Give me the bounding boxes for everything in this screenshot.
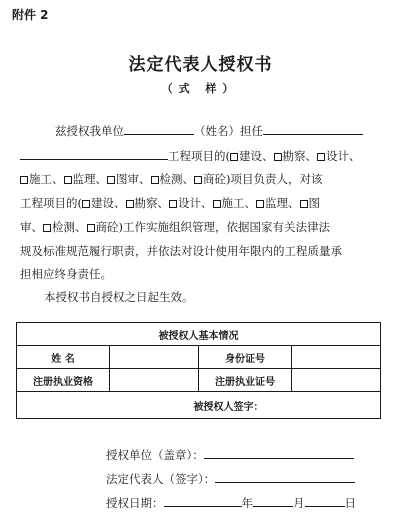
label-review: 图审、: [116, 172, 151, 186]
sig-unit-blank[interactable]: [204, 446, 354, 459]
checkbox-build-2[interactable]: [213, 200, 221, 208]
checkbox-construction-2[interactable]: [82, 200, 90, 208]
body-line-1: [55, 122, 363, 139]
body-line-2: [20, 147, 361, 164]
blank-role[interactable]: [263, 122, 363, 135]
text-name-role: （姓名）担任: [194, 124, 263, 138]
sig-year-label: 年: [241, 496, 253, 510]
label-build-2: 施工、: [221, 196, 256, 210]
label-construction: 建设、: [239, 149, 274, 163]
checkbox-concrete-2[interactable]: [87, 224, 95, 232]
sig-unit-label: 授权单位（盖章）：: [106, 448, 204, 462]
label-design: 设计、: [326, 149, 361, 163]
sig-rep-label: 法定代表人（签字）：: [106, 472, 216, 486]
sig-unit-line: [106, 446, 354, 463]
qualification-label: 注册执业资格: [17, 369, 110, 392]
text-project-2: 工程项目的(: [20, 196, 82, 210]
qualification-value-cell[interactable]: [110, 369, 199, 392]
cert-label: 注册执业证号: [199, 369, 292, 392]
sig-rep-blank[interactable]: [215, 470, 355, 483]
annex-label: 附件 2: [12, 8, 49, 22]
body-line-7: 担相应终身责任。: [20, 267, 112, 281]
checkbox-design[interactable]: [317, 153, 325, 161]
text-authorize: 兹授权我单位: [55, 124, 124, 138]
blank-project-name[interactable]: [20, 147, 168, 160]
label-build: 施工、: [29, 172, 64, 186]
sig-date-label: 授权日期：: [106, 496, 164, 510]
label-concrete-2: 商砼)工作实施组织管理，依据国家有关法律法: [95, 220, 330, 234]
label-design-2: 设计、: [178, 196, 213, 210]
checkbox-review[interactable]: [107, 176, 115, 184]
checkbox-test-2[interactable]: [43, 224, 51, 232]
label-construction-2: 建设、: [91, 196, 126, 210]
checkbox-test[interactable]: [151, 176, 159, 184]
label-survey: 勘察、: [282, 149, 317, 163]
label-concrete: 商砼)项目负责人，对该: [203, 172, 323, 186]
label-supervise-2: 监理、: [265, 196, 300, 210]
name-value-cell[interactable]: [110, 346, 199, 369]
signature-label: 被授权人签字：: [193, 401, 264, 413]
checkbox-design-2[interactable]: [169, 200, 177, 208]
label-review-2a: 图: [308, 196, 320, 210]
checkbox-concrete[interactable]: [194, 176, 202, 184]
checkbox-review-2[interactable]: [300, 200, 308, 208]
checkbox-survey[interactable]: [274, 153, 282, 161]
sig-day-label: 日: [344, 496, 356, 510]
label-review-2b: 审、: [20, 220, 43, 234]
checkbox-survey-2[interactable]: [126, 200, 134, 208]
id-value-cell[interactable]: [292, 346, 381, 369]
cert-value-cell[interactable]: [292, 369, 381, 392]
sig-rep-line: [106, 470, 355, 487]
name-label: 姓 名: [17, 346, 110, 369]
text-project: 工程项目的(: [168, 149, 230, 163]
body-line-4: [20, 195, 320, 211]
checkbox-supervise-2[interactable]: [256, 200, 264, 208]
signature-row[interactable]: [17, 392, 381, 419]
id-label: 身份证号: [199, 346, 292, 369]
label-test: 检测、: [159, 172, 194, 186]
sig-month-label: 月: [293, 496, 305, 510]
label-survey-2: 勘察、: [134, 196, 169, 210]
checkbox-construction[interactable]: [230, 153, 238, 161]
document-title: 法定代表人授权书: [128, 55, 273, 75]
authorized-person-table: [16, 322, 381, 419]
blank-unit-name[interactable]: [124, 122, 194, 135]
label-test-2: 检测、: [52, 220, 87, 234]
body-line-3: [20, 171, 323, 187]
document-subtitle: （式 样）: [161, 82, 240, 95]
body-line-5: [20, 219, 330, 235]
checkbox-supervise[interactable]: [64, 176, 72, 184]
checkbox-build[interactable]: [20, 176, 28, 184]
body-line-8: 本授权书自授权之日起生效。: [44, 290, 194, 304]
sig-year-blank[interactable]: [164, 494, 242, 507]
body-line-6: 规及标准规范履行职责，并依法对设计使用年限内的工程质量承: [20, 244, 342, 258]
table-header: 被授权人基本情况: [17, 323, 381, 346]
sig-month-blank[interactable]: [253, 494, 293, 507]
label-supervise: 监理、: [72, 172, 107, 186]
sig-day-blank[interactable]: [305, 494, 345, 507]
sig-date-line: [106, 494, 356, 511]
